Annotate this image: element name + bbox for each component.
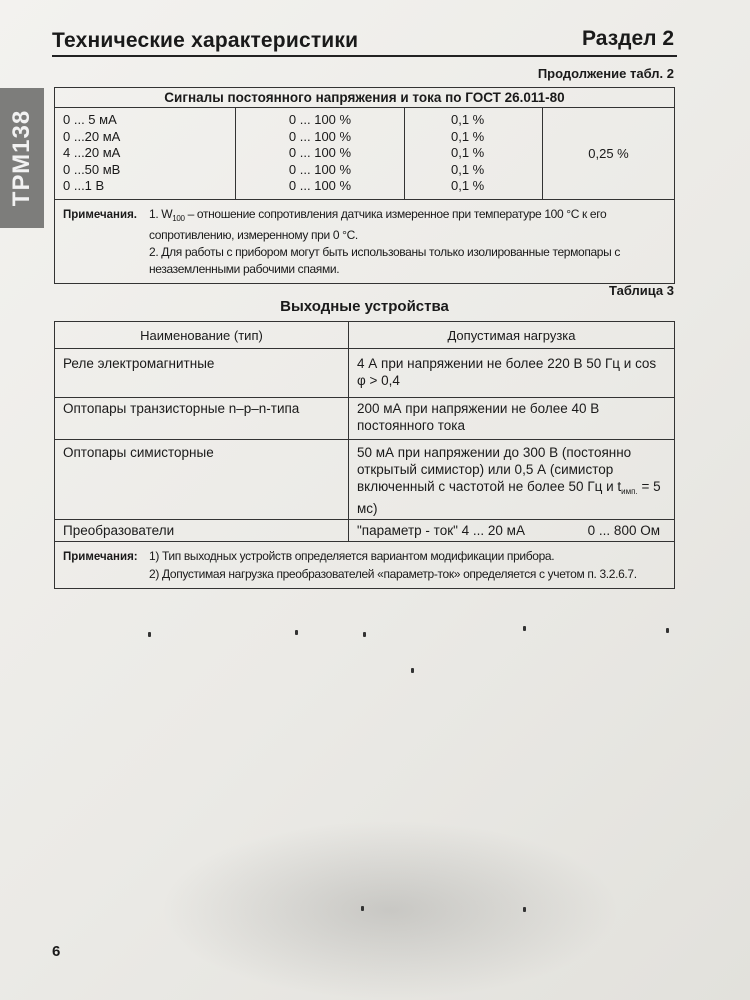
- table3-notes-label: Примечания:: [63, 551, 138, 563]
- table3: [54, 321, 675, 589]
- table3-header-name: Наименование (тип): [55, 322, 349, 349]
- table2-notes-label: Примечания.: [63, 208, 137, 221]
- table2-accuracy-cell: 0,25 %: [543, 108, 675, 200]
- table3-note-1: 1) Тип выходных устройств определяется вариантом модификации прибора.: [149, 549, 555, 563]
- table2-note-2: 2. Для работы с прибором могут быть использованы только изолированные термопары с незаземленными рабочими спаями.: [149, 244, 621, 276]
- table2-cell: 0 ... 100 %: [288, 128, 352, 144]
- table3-cell-name: Оптопары симисторные: [55, 440, 349, 520]
- table-row: [55, 349, 675, 398]
- table3-header-load: Допустимая нагрузка: [349, 322, 675, 349]
- table2-signal-column: [55, 108, 236, 200]
- table3-cell-load: 200 мА при напряжении не более 40 В постоянного тока: [349, 398, 675, 440]
- table2-cell: 0 ...1 В: [63, 178, 105, 193]
- table3-label: Таблица 3: [608, 283, 674, 298]
- page-number: 6: [52, 943, 61, 960]
- table2-cell: 0 ...20 мА: [63, 128, 121, 144]
- paper-speck: [148, 632, 151, 637]
- table-row: [55, 520, 675, 542]
- side-tab-label: ТРМ138: [8, 109, 35, 207]
- table2: [54, 87, 675, 284]
- table2-note-1: 1. $W_{100}$ – отношение сопротивления датчика измеренное при температуре 100 °С к его сопротивлению, измеренному при 0 °С.: [149, 206, 607, 242]
- table2-cell: 0 ...50 мВ: [63, 161, 121, 177]
- photo-shadow: [160, 820, 620, 1000]
- table2-cell: 0 ... 100 %: [288, 178, 352, 193]
- table3-cell-name: Преобразователи: [55, 520, 349, 542]
- table-row: [55, 440, 675, 520]
- table2-cell: 0 ... 100 %: [288, 145, 352, 160]
- table2-title: Сигналы постоянного напряжения и тока по ГОСТ 26.011-80: [55, 88, 675, 108]
- table3-notes: [55, 542, 675, 589]
- table2-cell: 0,1 %: [451, 161, 485, 177]
- table2-resolution-column: [405, 108, 543, 200]
- paper-speck: [411, 668, 414, 673]
- table3-cell-name: Реле электромагнитные: [55, 349, 349, 398]
- page-header-section: Раздел 2: [582, 27, 674, 50]
- table2-cell: 0,1 %: [451, 178, 485, 193]
- table2-notes: [55, 199, 675, 283]
- table3-cell-name: Оптопары транзисторные n–p–n-типа: [55, 398, 349, 440]
- table2-continuation-label: Продолжение табл. 2: [537, 66, 674, 81]
- table2-cell: 0 ... 100 %: [288, 161, 352, 177]
- paper-speck: [361, 906, 364, 911]
- table3-note-2: 2) Допустимая нагрузка преобразователей «параметр-ток» определяется с учетом п. 3.2.6.7.: [149, 567, 637, 581]
- side-tab: [0, 88, 44, 228]
- paper-speck: [523, 907, 526, 912]
- header-divider: [52, 55, 677, 57]
- paper-speck: [666, 628, 669, 633]
- paper-speck: [363, 632, 366, 637]
- table3-cell-load: 4 А при напряжении не более 220 В 50 Гц и cos φ > 0,4: [349, 349, 675, 398]
- paper-speck: [295, 630, 298, 635]
- table3-cell-load: "параметр - ток" 4 ... 20 мА 0 ... 800 Ом: [349, 520, 675, 542]
- table2-cell: 0,1 %: [451, 112, 485, 127]
- page-header-title: Технические характеристики: [52, 29, 359, 52]
- table-row: [55, 398, 675, 440]
- table2-cell: 0 ... 100 %: [288, 112, 352, 127]
- paper-speck: [523, 626, 526, 631]
- table2-cell: 0,1 %: [451, 145, 485, 160]
- table2-cell: 0 ... 5 мА: [63, 112, 117, 127]
- table2-cell: 0,1 %: [451, 128, 485, 144]
- table2-cell: 4 ...20 мА: [63, 145, 121, 160]
- table2-range-column: [236, 108, 405, 200]
- table3-cell-load: 50 мА при напряжении до 300 В (постоянно открытый симистор) или 0,5 А (симистор включенный с частотой не более 50 Гц и $t_{имп.} = 5$ мс): [349, 440, 675, 520]
- table3-title: Выходные устройства: [280, 298, 449, 315]
